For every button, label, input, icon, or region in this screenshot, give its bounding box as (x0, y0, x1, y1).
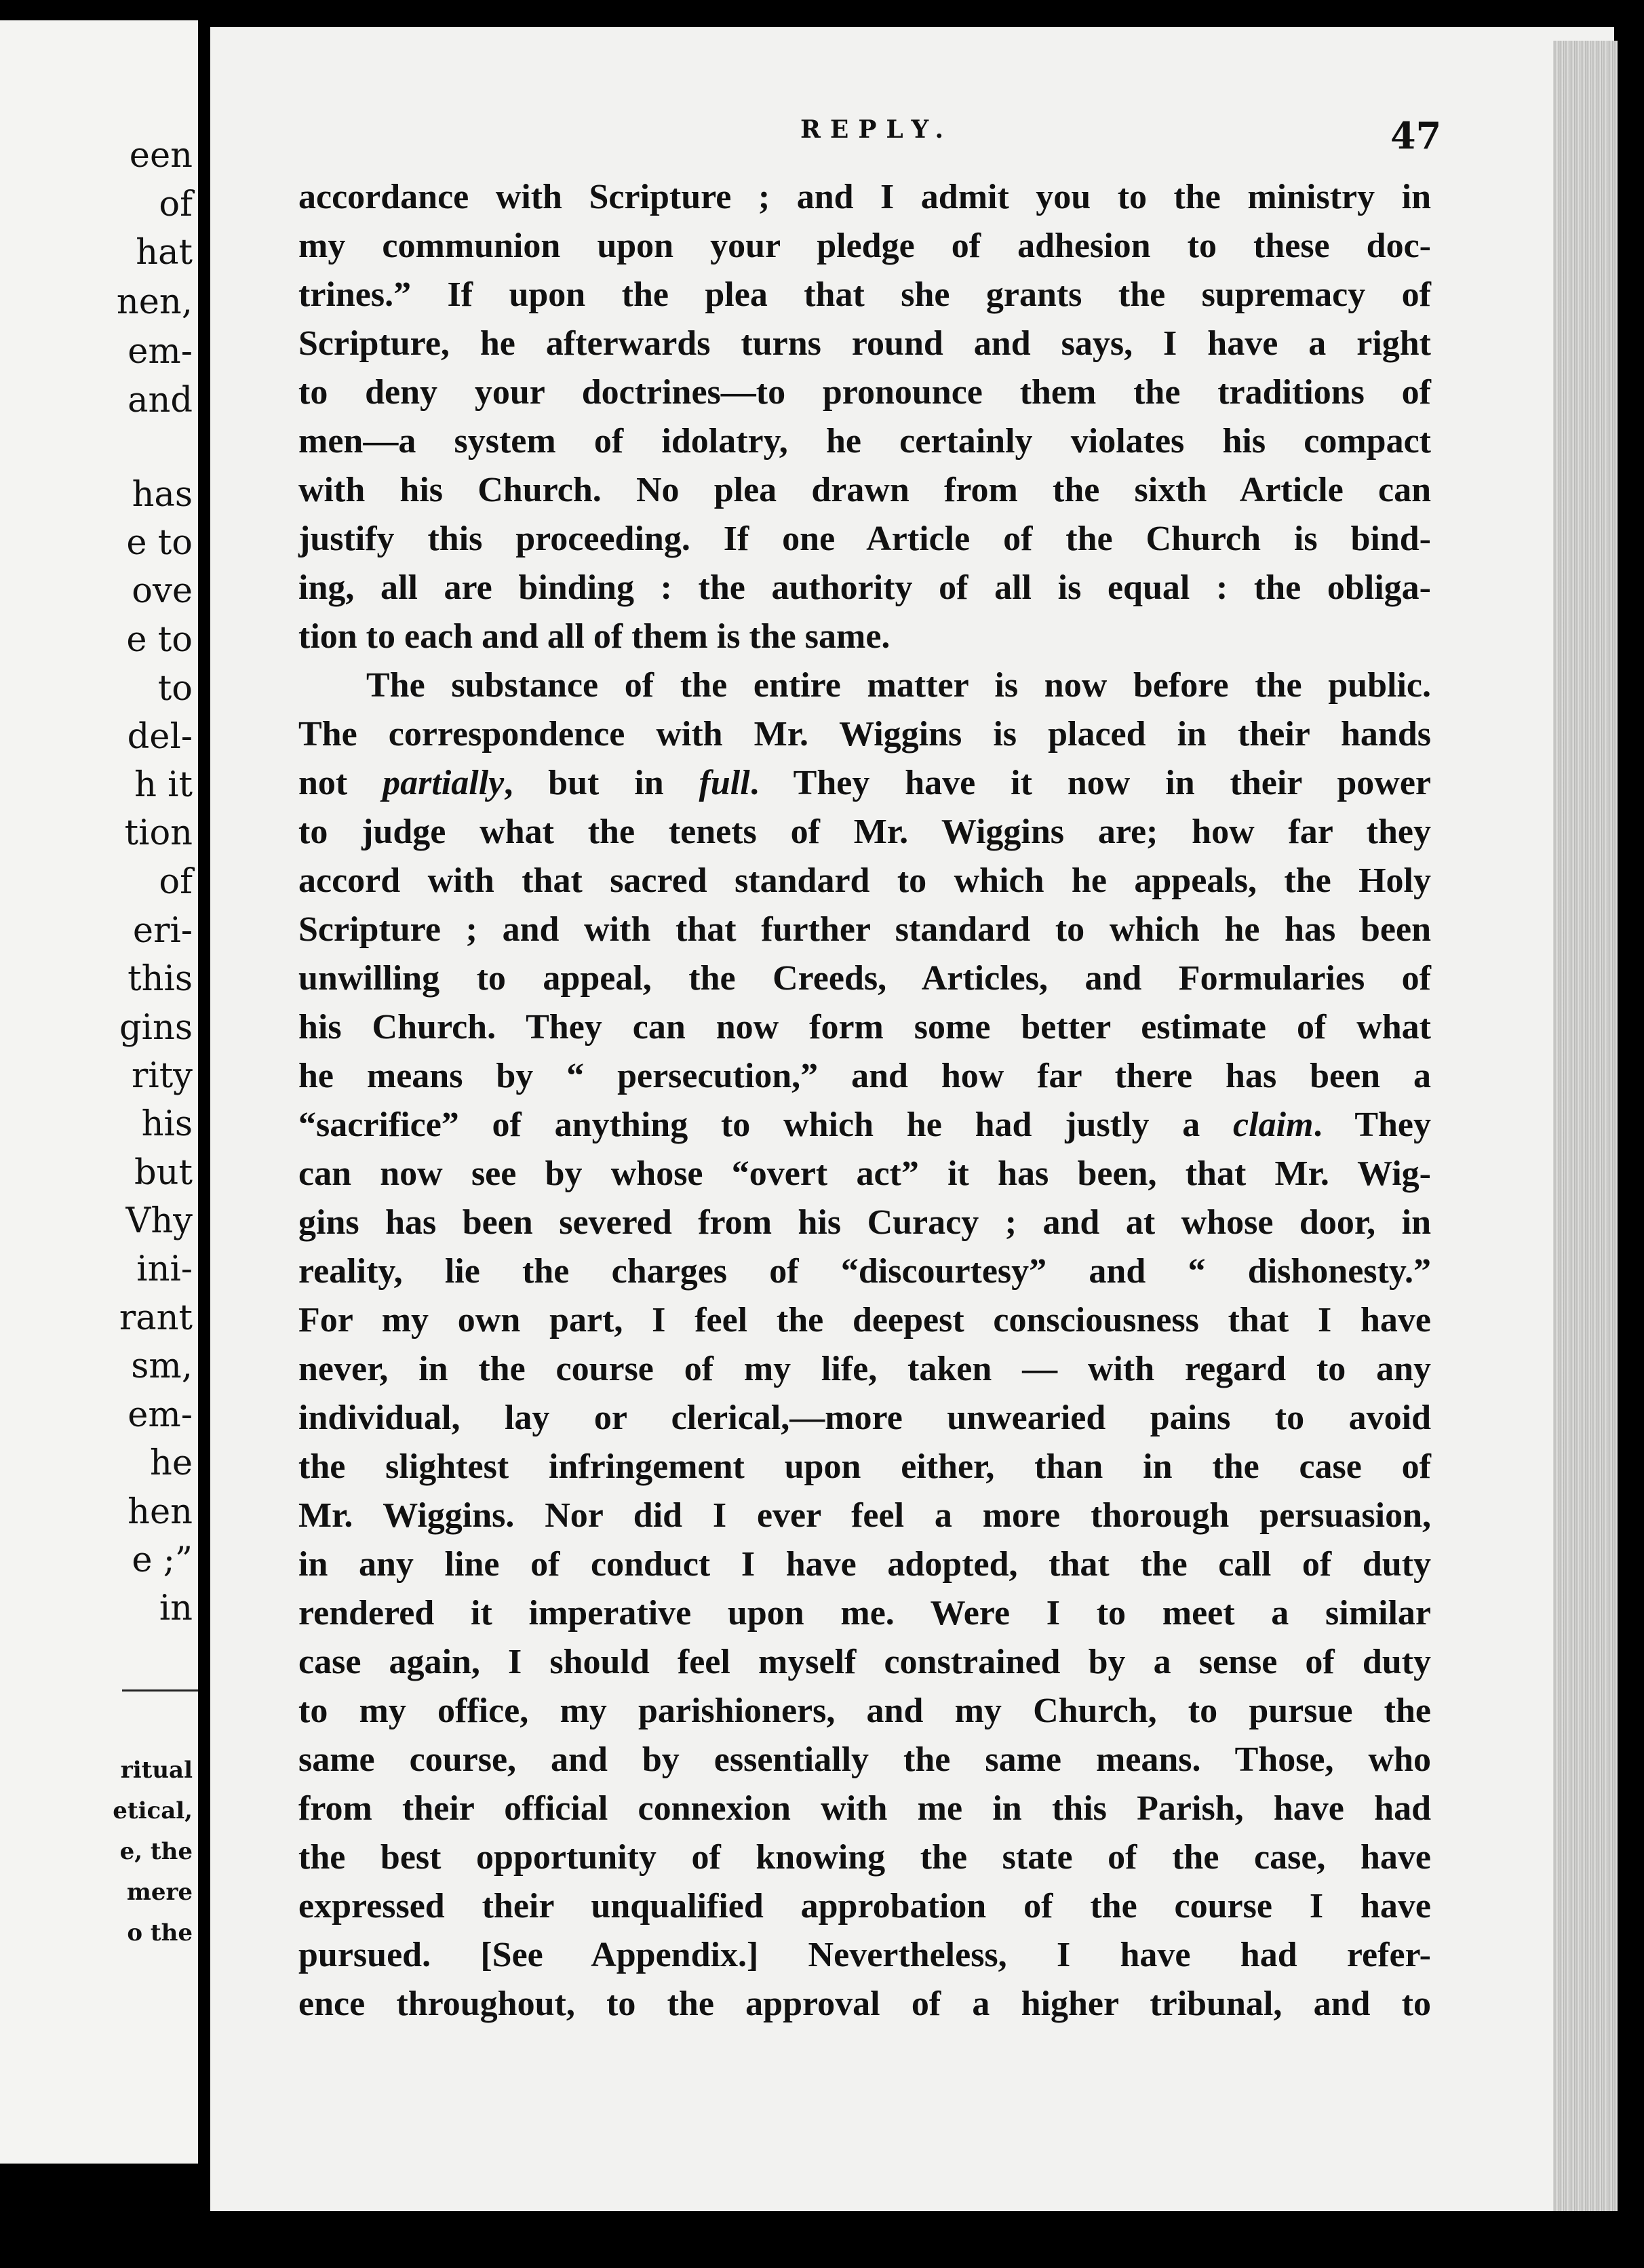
running-head: REPLY. (800, 115, 954, 144)
text-line: For my own part, I feel the deepest consciousness that I have (298, 1301, 1431, 1340)
left-page-fragment: has (132, 475, 193, 515)
left-page-fragment: sm, (131, 1346, 193, 1386)
left-page-fragment: and (128, 380, 193, 421)
left-facing-page (0, 20, 198, 2164)
left-page-fragment: his (141, 1104, 193, 1144)
left-page-fragment: e to (126, 620, 193, 660)
body-text (298, 173, 1431, 2029)
text-line: accord with that sacred standard to which he appeals, the Holy (298, 861, 1431, 900)
text-line: men—a system of idolatry, he certainly violates his compact (298, 422, 1431, 461)
left-page-fragment: to (157, 669, 193, 709)
text-line: tion to each and all of them is the same. (298, 617, 891, 656)
text-line: the best opportunity of knowing the state of the case, have (298, 1838, 1431, 1877)
left-page-fragment: em- (128, 332, 193, 372)
text-line: same course, and by essentially the same means. Those, who (298, 1740, 1431, 1779)
left-page-fragment: nen, (116, 282, 193, 322)
text-line: expressed their unqualified approbation of the course I have (298, 1887, 1431, 1925)
left-page-fragment: Vhy (125, 1201, 193, 1241)
book-gutter (198, 0, 210, 2268)
text-line: not partially, but in full. They have it now in their power (298, 764, 1431, 802)
left-page-fragment: of (159, 184, 193, 224)
text-line: ing, all are binding : the authority of all is equal : the obliga- (298, 568, 1431, 607)
left-page-fragment: tion (124, 813, 193, 853)
page-number: 47 (1390, 114, 1442, 157)
text-line: my communion upon your pledge of adhesion to these doc- (298, 227, 1431, 265)
footnote-rule (122, 1689, 198, 1692)
page-edges (1553, 41, 1618, 2211)
left-page-fragment: h it (134, 765, 193, 805)
left-page-fragment: he (149, 1443, 193, 1483)
left-page-fragment: this (128, 959, 193, 999)
text-line: with his Church. No plea drawn from the sixth Article can (298, 471, 1431, 509)
emphasis: partially (383, 764, 505, 802)
text-line: trines.” If upon the plea that she grants the supremacy of (298, 275, 1431, 314)
left-page-fragment: eri- (132, 911, 193, 951)
left-page-fragment: e to (126, 523, 193, 563)
text-line: The correspondence with Mr. Wiggins is placed in their hands (298, 715, 1431, 754)
text-line: can now see by whose “overt act” it has been, that Mr. Wig- (298, 1154, 1431, 1193)
text-line: Scripture, he afterwards turns round and says, I have a right (298, 324, 1431, 363)
text-line: the slightest infringement upon either, than in the case of (298, 1447, 1431, 1486)
text-line: to judge what the tenets of Mr. Wiggins are; how far they (298, 813, 1431, 851)
left-page-fragment: ove (132, 571, 193, 611)
text-line: case again, I should feel myself constrained by a sense of duty (298, 1643, 1431, 1681)
text-line: rendered it imperative upon me. Were I to meet a similar (298, 1594, 1431, 1632)
text-line: gins has been severed from his Curacy ; and at whose door, in (298, 1203, 1431, 1242)
left-page-footnote-fragment: e, the (119, 1838, 193, 1865)
left-page-footnote-fragment: mere (126, 1879, 193, 1906)
text-line: unwilling to appeal, the Creeds, Articles, and Formularies of (298, 959, 1431, 998)
left-page-fragment: e ;” (132, 1540, 193, 1580)
left-page-fragment: ini- (136, 1249, 193, 1289)
text-line: his Church. They can now form some better estimate of what (298, 1008, 1431, 1047)
left-page-footnote-fragment: ritual (120, 1757, 193, 1784)
text-line: reality, lie the charges of “discourtesy” and “ dishonesty.” (298, 1252, 1431, 1291)
left-page-fragment: del- (127, 717, 193, 757)
text-line: Mr. Wiggins. Nor did I ever feel a more thorough persuasion, (298, 1496, 1431, 1535)
text-line: he means by “ persecution,” and how far there has been a (298, 1057, 1431, 1095)
left-page-fragment: em- (128, 1395, 193, 1435)
text-line: to my office, my parishioners, and my Church, to pursue the (298, 1692, 1431, 1730)
left-page-fragment: rity (132, 1056, 193, 1096)
text-line: to deny your doctrines—to pronounce them the traditions of (298, 373, 1431, 412)
left-page-fragment: gins (119, 1008, 193, 1048)
text-line: individual, lay or clerical,—more unwearied pains to avoid (298, 1399, 1431, 1437)
left-page-fragment: of (159, 862, 193, 902)
left-page-fragment: but (134, 1153, 193, 1193)
text-line: “sacrifice” of anything to which he had justly a claim. They (298, 1106, 1432, 1144)
emphasis: claim (1233, 1106, 1314, 1144)
emphasis: full (699, 764, 750, 802)
left-page-footnote-fragment: etical, (113, 1797, 193, 1824)
text-line: in any line of conduct I have adopted, that the call of duty (298, 1545, 1431, 1584)
left-page-fragment: een (129, 136, 193, 176)
left-page-footnote-fragment: o the (127, 1919, 193, 1947)
left-page-fragment: rant (119, 1298, 193, 1338)
text-line: never, in the course of my life, taken — with regard to any (298, 1350, 1431, 1388)
left-page-fragment: hat (136, 233, 193, 273)
text-line: from their official connexion with me in this Parish, have had (298, 1789, 1431, 1828)
text-line: justify this proceeding. If one Article of the Church is bind- (298, 520, 1431, 558)
text-line: The substance of the entire matter is now before the public. (366, 666, 1431, 705)
text-line: Scripture ; and with that further standard to which he has been (298, 910, 1431, 949)
text-line: accordance with Scripture ; and I admit you to the ministry in (298, 178, 1431, 216)
left-page-fragment: in (159, 1588, 193, 1628)
text-line: pursued. [See Appendix.] Nevertheless, I have had refer- (298, 1936, 1431, 1974)
text-line: ence throughout, to the approval of a higher tribunal, and to (298, 1984, 1431, 2023)
left-page-fragment: hen (128, 1492, 193, 1532)
